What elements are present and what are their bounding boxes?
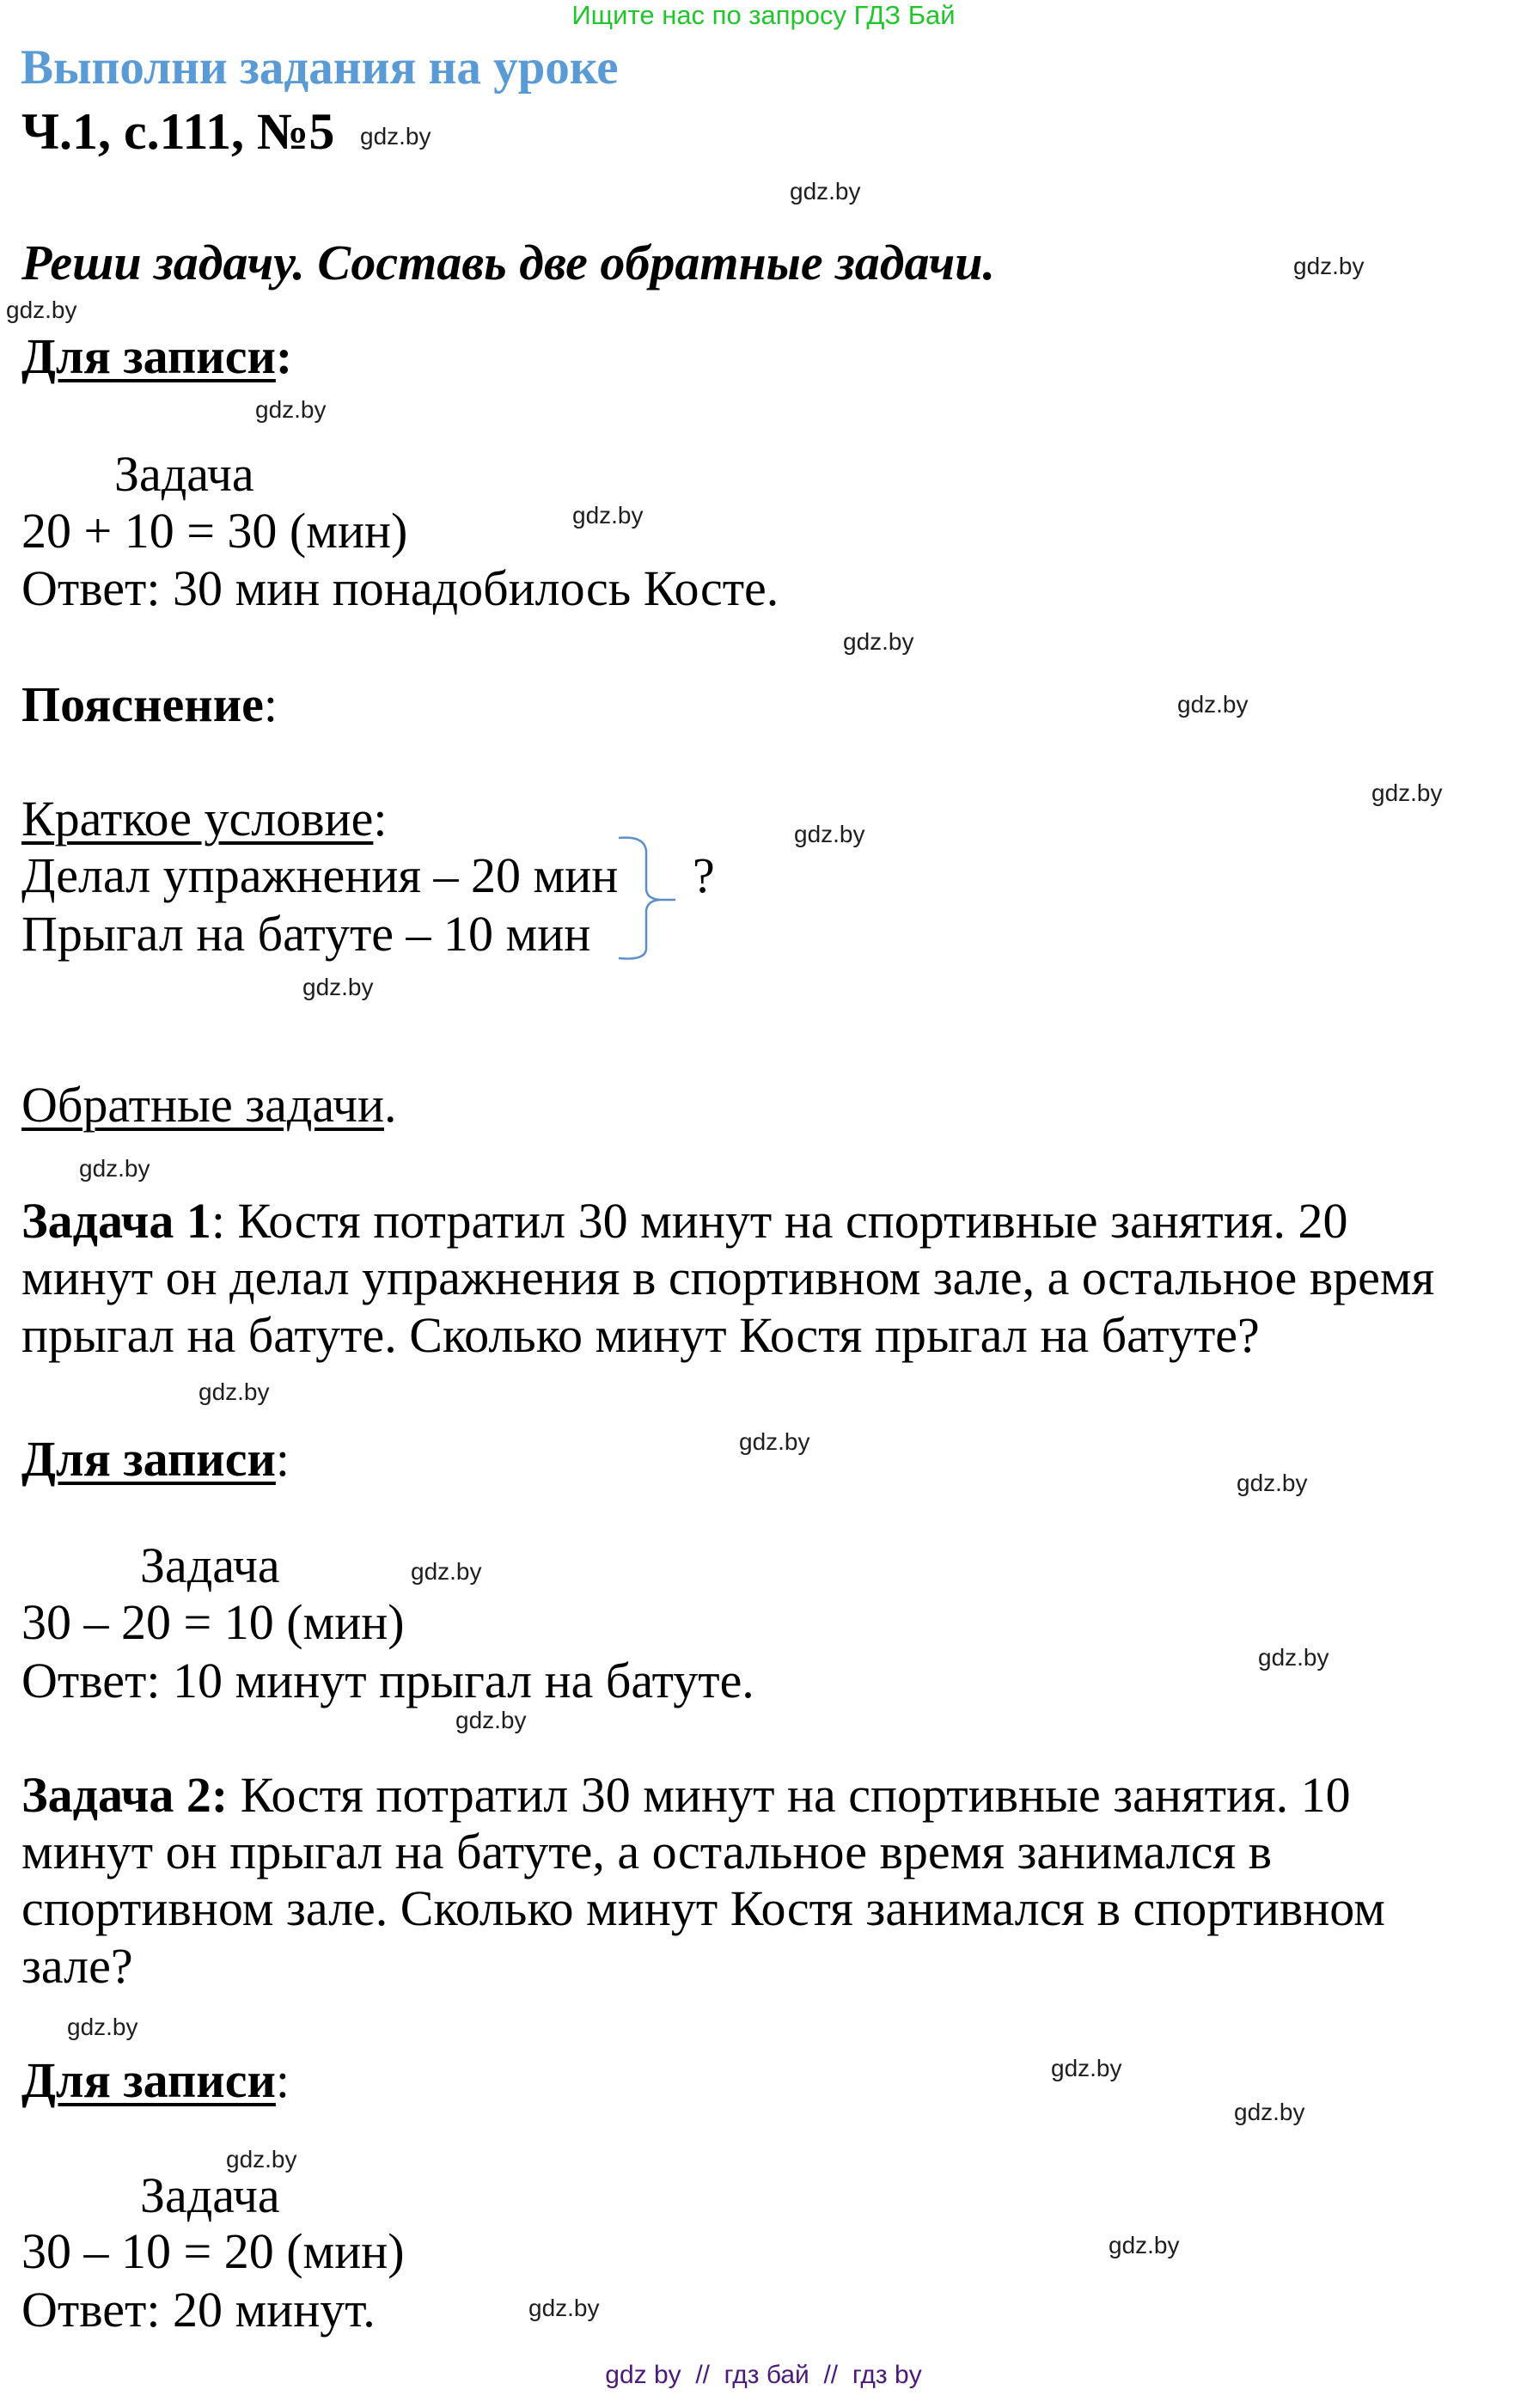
inverse-task-2-text: Костя потратил 30 минут на спортивные занятия. 10 xyxy=(228,1767,1351,1823)
watermark: gdz.by xyxy=(1051,2055,1122,2081)
answer-task-1: Ответ: 10 минут прыгал на батуте. xyxy=(21,1653,754,1708)
watermark: gdz.by xyxy=(1293,253,1365,279)
watermark: gdz.by xyxy=(67,2014,138,2040)
watermark: gdz.by xyxy=(1371,779,1443,806)
inverse-task-2-line: спортивном зале. Сколько минут Костя занимался в спортивном xyxy=(21,1880,1385,1936)
inverse-task-1-line: прыгал на батуте. Сколько минут Костя прыгал на батуте? xyxy=(21,1307,1260,1363)
inverse-task-1-label: Задача 1 xyxy=(21,1193,211,1249)
equation-task-1: 30 – 20 = 10 (мин) xyxy=(21,1594,405,1650)
watermark: gdz.by xyxy=(255,396,327,423)
watermark: gdz.by xyxy=(6,296,77,323)
inverse-tasks-heading xyxy=(21,1076,397,1134)
watermark: gdz.by xyxy=(455,1707,527,1733)
short-condition-colon: : xyxy=(373,791,388,846)
watermark: gdz.by xyxy=(739,1428,810,1455)
search-banner: Ищите нас по запросу ГДЗ Бай xyxy=(571,0,956,30)
watermark: gdz.by xyxy=(1177,691,1249,718)
inverse-tasks-label: Обратные задачи xyxy=(21,1077,385,1133)
watermark: gdz.by xyxy=(226,2146,297,2173)
inverse-task-1-line xyxy=(21,1192,1348,1250)
record-colon: : xyxy=(275,1431,290,1487)
record-colon: : xyxy=(275,328,293,384)
record-label: Для записи xyxy=(21,2052,276,2108)
answer-task-2: Ответ: 20 минут. xyxy=(21,2282,376,2338)
watermark: gdz.by xyxy=(1109,2232,1180,2258)
watermark: gdz.by xyxy=(1258,1644,1329,1671)
watermark: gdz.by xyxy=(843,628,914,655)
instruction: Реши задачу. Составь две обратные задачи. xyxy=(21,235,995,290)
page-title: Выполни задания на уроке xyxy=(21,40,619,95)
curly-brace-icon xyxy=(602,825,696,971)
explanation-heading xyxy=(21,675,278,733)
answer-main: Ответ: 30 мин понадобилось Косте. xyxy=(21,560,779,616)
inverse-task-2-line xyxy=(21,1766,1351,1824)
question-mark: ? xyxy=(693,847,715,903)
inverse-task-2-line: минут он прыгал на батуте, а остальное время занимался в xyxy=(21,1824,1273,1879)
record-colon: : xyxy=(275,2052,290,2108)
condition-row: Прыгал на батуте – 10 мин xyxy=(21,906,591,962)
record-heading-task-2 xyxy=(21,2051,290,2109)
task-label-main: Задача xyxy=(114,446,254,502)
watermark: gdz.by xyxy=(1237,1470,1308,1496)
watermark: gdz.by xyxy=(411,1558,482,1585)
explanation-colon: : xyxy=(263,676,278,732)
watermark: gdz.by xyxy=(528,2295,600,2321)
watermark: gdz.by xyxy=(790,178,861,205)
inverse-task-1-text: : Костя потратил 30 минут на спортивные занятия. 20 xyxy=(211,1193,1348,1249)
watermark: gdz.by xyxy=(199,1378,270,1405)
record-heading-task-1 xyxy=(21,1430,290,1488)
inverse-task-2-line: зале? xyxy=(21,1938,133,1994)
watermark: gdz.by xyxy=(79,1155,150,1182)
record-heading-main xyxy=(21,327,292,385)
watermark: gdz.by xyxy=(1234,2099,1305,2125)
equation-task-2: 30 – 10 = 20 (мин) xyxy=(21,2223,405,2279)
inverse-task-2-label: Задача 2: xyxy=(21,1767,229,1823)
footer-links: gdz by // гдз бай // гдз by xyxy=(605,2361,922,2389)
task-label-1: Задача xyxy=(140,1537,280,1593)
equation-main: 20 + 10 = 30 (мин) xyxy=(21,503,408,559)
explanation-label: Пояснение xyxy=(21,676,264,732)
inverse-tasks-period: . xyxy=(384,1077,397,1133)
condition-row: Делал упражнения – 20 мин xyxy=(21,847,619,903)
record-label: Для записи xyxy=(21,1431,276,1487)
exercise-reference: Ч.1, с.111, №5 xyxy=(21,103,335,160)
watermark: gdz.by xyxy=(572,502,644,529)
watermark: gdz.by xyxy=(794,821,865,847)
watermark: gdz.by xyxy=(302,974,374,1000)
watermark: gdz.by xyxy=(360,123,431,150)
record-label: Для записи xyxy=(21,328,276,384)
task-label-2: Задача xyxy=(140,2167,280,2223)
short-condition-label: Краткое условие xyxy=(21,791,374,846)
inverse-task-1-line: минут он делал упражнения в спортивном зале, а остальное время xyxy=(21,1250,1435,1305)
short-condition-heading xyxy=(21,790,387,847)
